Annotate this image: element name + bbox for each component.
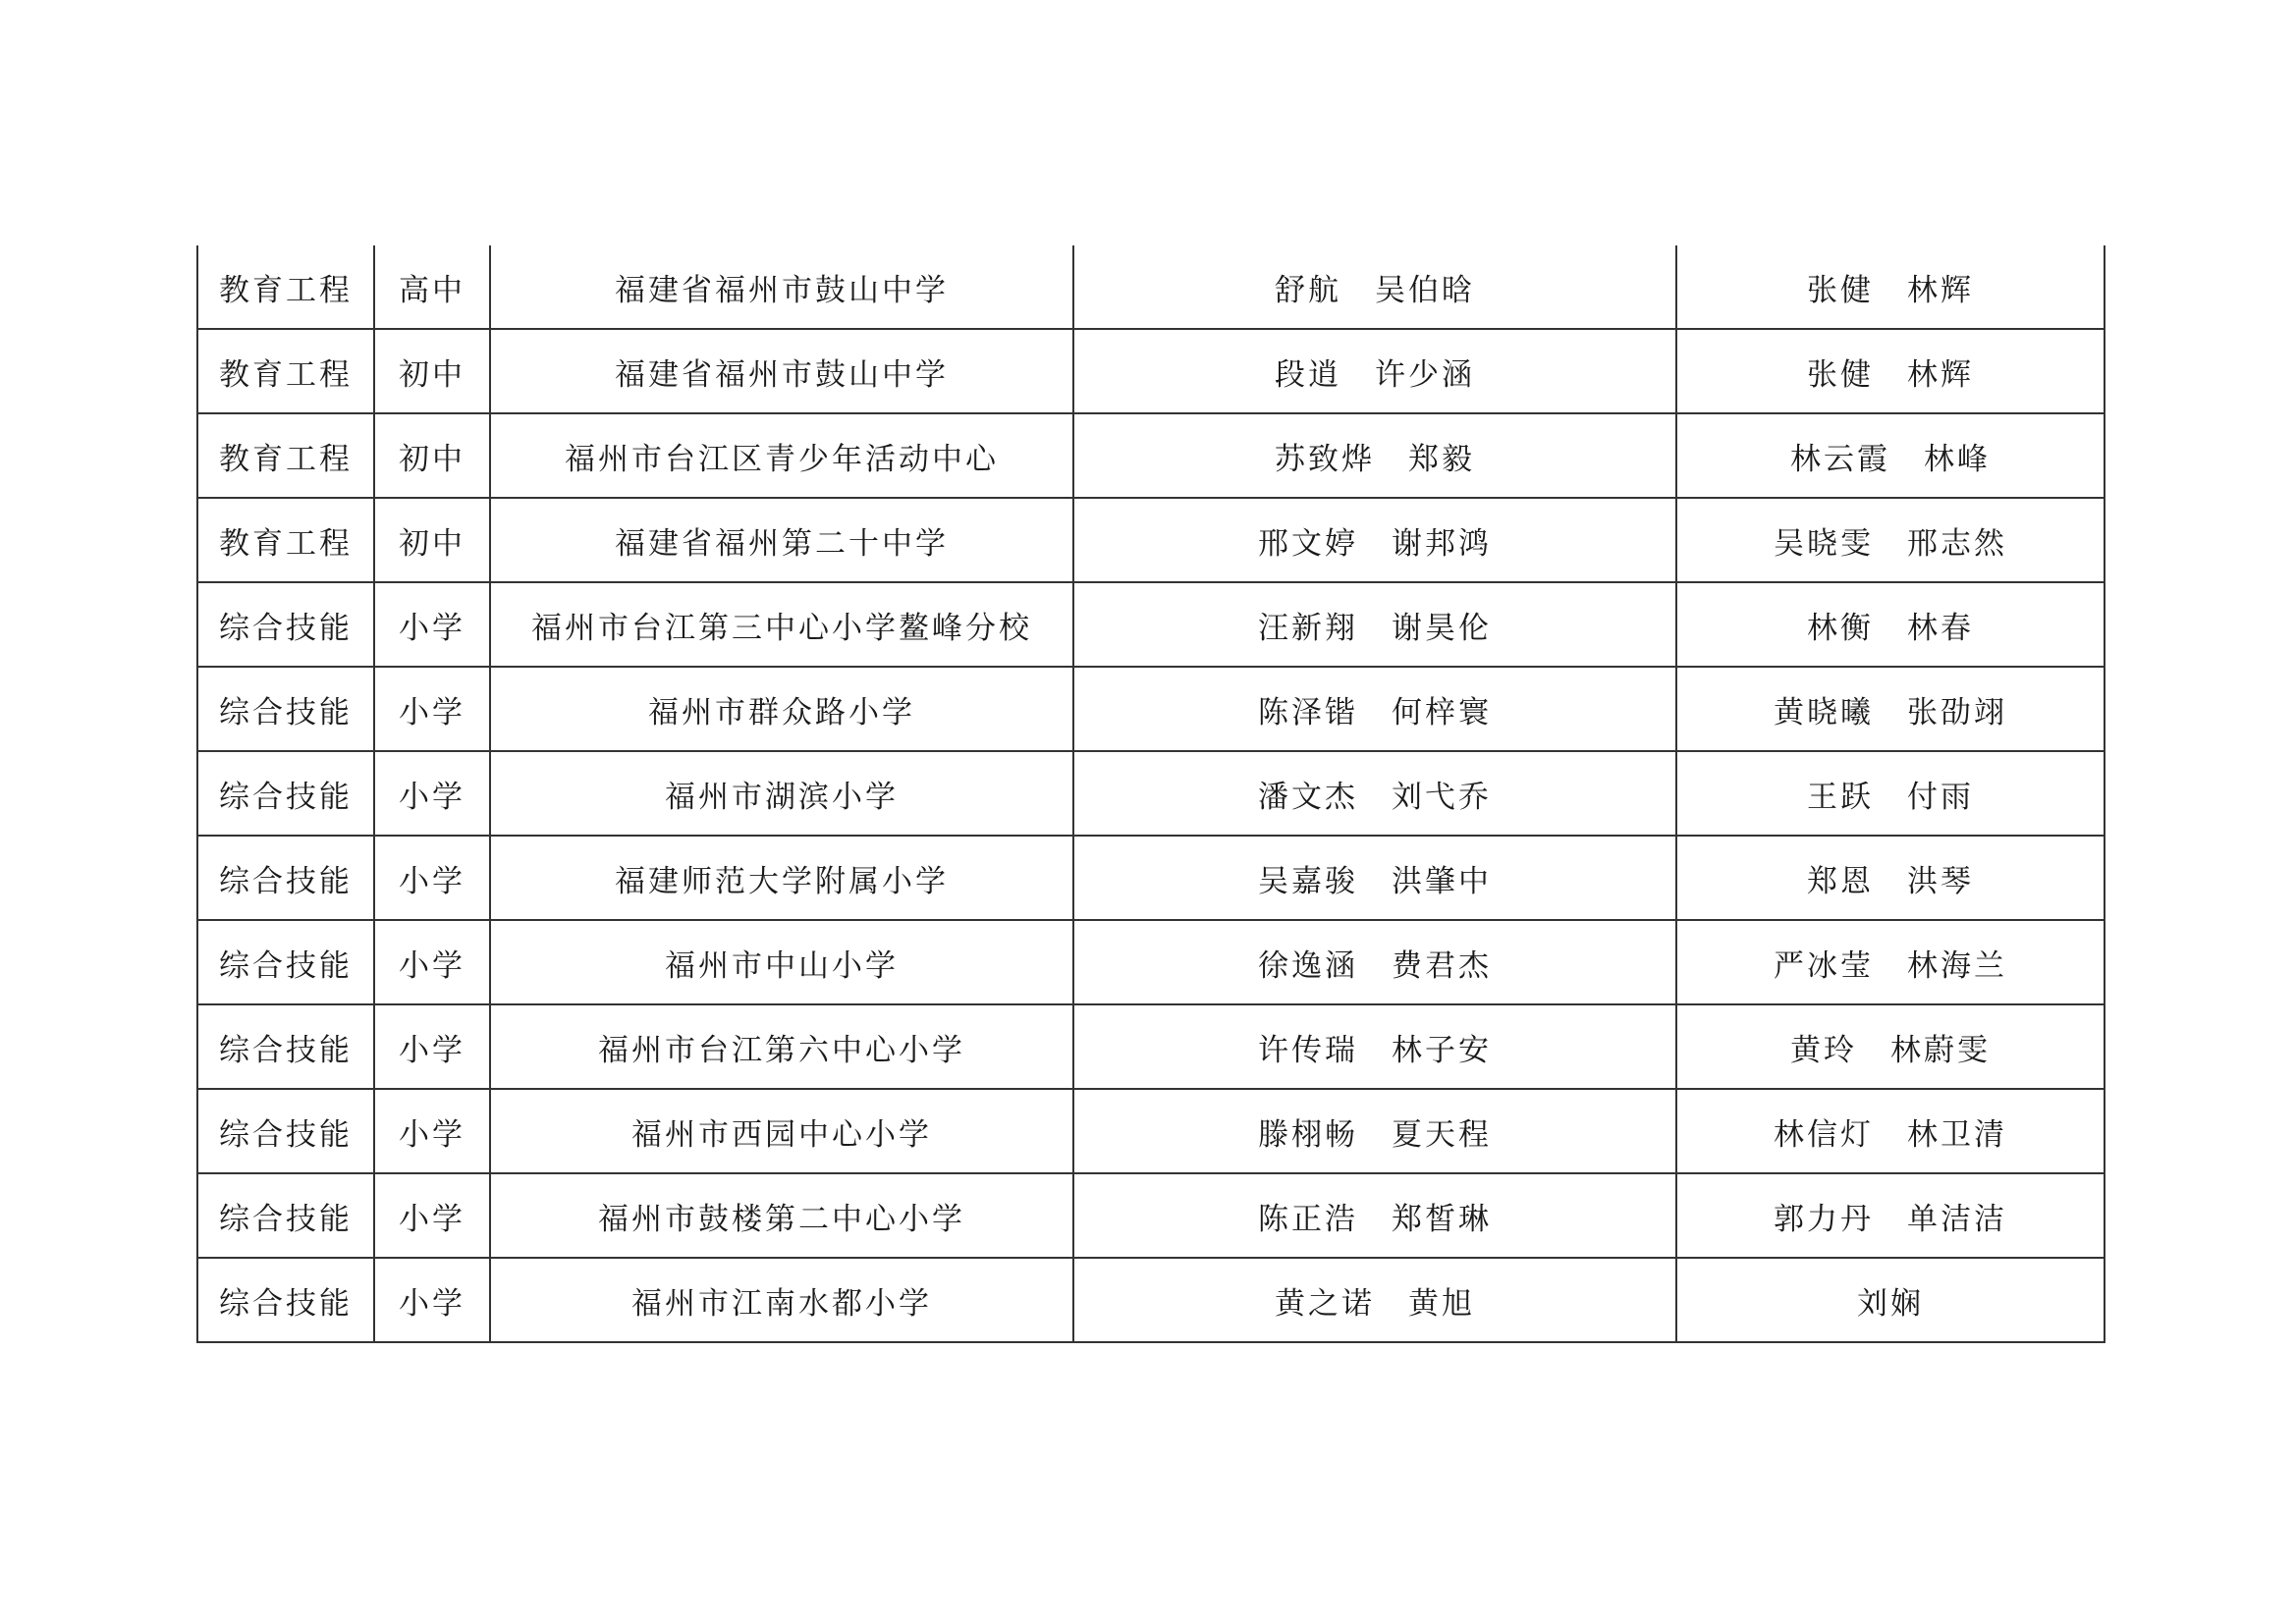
teacher-name: 林云霞 bbox=[1790, 441, 1890, 477]
student-name: 吴伯晗 bbox=[1375, 272, 1475, 308]
level-cell: 小学 bbox=[374, 667, 490, 751]
student-name: 汪新翔 bbox=[1258, 610, 1358, 646]
table-row bbox=[197, 836, 2105, 920]
teacher-name: 黄玲 bbox=[1790, 1032, 1857, 1068]
teacher-name: 张健 bbox=[1807, 356, 1874, 393]
student-name: 潘文杰 bbox=[1258, 779, 1358, 815]
teachers-cell bbox=[1676, 1089, 2105, 1173]
category-cell: 综合技能 bbox=[197, 667, 374, 751]
students-cell bbox=[1073, 245, 1676, 329]
students-cell bbox=[1073, 1089, 1676, 1173]
student-name: 吴嘉骏 bbox=[1258, 863, 1358, 899]
teacher-name: 邢志然 bbox=[1907, 525, 2007, 562]
level-cell: 小学 bbox=[374, 1173, 490, 1258]
teacher-name: 林海兰 bbox=[1907, 947, 2007, 984]
table-row bbox=[197, 582, 2105, 667]
level-cell: 高中 bbox=[374, 245, 490, 329]
school-cell: 福建省福州市鼓山中学 bbox=[490, 245, 1073, 329]
teacher-name: 林信灯 bbox=[1774, 1116, 1874, 1153]
category-cell: 教育工程 bbox=[197, 498, 374, 582]
teachers-cell bbox=[1676, 413, 2105, 498]
teachers-cell bbox=[1676, 667, 2105, 751]
category-cell: 综合技能 bbox=[197, 836, 374, 920]
teacher-name: 林春 bbox=[1907, 610, 1974, 646]
student-name: 邢文婷 bbox=[1258, 525, 1358, 562]
table-row bbox=[197, 498, 2105, 582]
teacher-name: 林峰 bbox=[1924, 441, 1991, 477]
table-row bbox=[197, 329, 2105, 413]
teacher-name: 洪琴 bbox=[1907, 863, 1974, 899]
awards-table bbox=[196, 245, 2105, 1343]
teacher-name: 王跃 bbox=[1807, 779, 1874, 815]
category-cell: 综合技能 bbox=[197, 751, 374, 836]
teacher-name: 林辉 bbox=[1907, 356, 1974, 393]
table-row bbox=[197, 920, 2105, 1004]
student-name: 徐逸涵 bbox=[1258, 947, 1358, 984]
school-cell: 福州市西园中心小学 bbox=[490, 1089, 1073, 1173]
level-cell: 小学 bbox=[374, 751, 490, 836]
table-row bbox=[197, 413, 2105, 498]
school-cell: 福州市江南水都小学 bbox=[490, 1258, 1073, 1342]
student-name: 陈泽锴 bbox=[1258, 694, 1358, 730]
category-cell: 综合技能 bbox=[197, 1258, 374, 1342]
teacher-name: 林衡 bbox=[1807, 610, 1874, 646]
student-name: 段逍 bbox=[1275, 356, 1341, 393]
student-name: 舒航 bbox=[1275, 272, 1341, 308]
student-name: 黄旭 bbox=[1408, 1285, 1475, 1322]
students-cell bbox=[1073, 498, 1676, 582]
teachers-cell bbox=[1676, 920, 2105, 1004]
students-cell bbox=[1073, 1004, 1676, 1089]
students-cell bbox=[1073, 329, 1676, 413]
school-cell: 福州市中山小学 bbox=[490, 920, 1073, 1004]
teacher-name: 林卫清 bbox=[1907, 1116, 2007, 1153]
level-cell: 小学 bbox=[374, 1089, 490, 1173]
student-name: 滕栩畅 bbox=[1258, 1116, 1358, 1153]
teachers-cell bbox=[1676, 1004, 2105, 1089]
category-cell: 综合技能 bbox=[197, 1173, 374, 1258]
level-cell: 小学 bbox=[374, 1258, 490, 1342]
table-row bbox=[197, 1258, 2105, 1342]
level-cell: 小学 bbox=[374, 920, 490, 1004]
student-name: 费君杰 bbox=[1392, 947, 1492, 984]
level-cell: 初中 bbox=[374, 413, 490, 498]
teacher-name: 郑恩 bbox=[1807, 863, 1874, 899]
teacher-name: 郭力丹 bbox=[1774, 1201, 1874, 1237]
teacher-name: 刘娴 bbox=[1857, 1285, 1924, 1322]
category-cell: 教育工程 bbox=[197, 329, 374, 413]
students-cell bbox=[1073, 413, 1676, 498]
level-cell: 小学 bbox=[374, 582, 490, 667]
teacher-name: 林辉 bbox=[1907, 272, 1974, 308]
category-cell: 综合技能 bbox=[197, 1089, 374, 1173]
table-row bbox=[197, 1173, 2105, 1258]
student-name: 苏致烨 bbox=[1275, 441, 1375, 477]
student-name: 郑毅 bbox=[1408, 441, 1475, 477]
student-name: 谢邦鸿 bbox=[1392, 525, 1492, 562]
level-cell: 初中 bbox=[374, 329, 490, 413]
student-name: 许传瑞 bbox=[1258, 1032, 1358, 1068]
teachers-cell bbox=[1676, 751, 2105, 836]
table-row bbox=[197, 1089, 2105, 1173]
category-cell: 教育工程 bbox=[197, 245, 374, 329]
teacher-name: 黄晓曦 bbox=[1774, 694, 1874, 730]
student-name: 黄之诺 bbox=[1275, 1285, 1375, 1322]
teacher-name: 林蔚雯 bbox=[1890, 1032, 1991, 1068]
student-name: 郑皙琳 bbox=[1392, 1201, 1492, 1237]
teachers-cell bbox=[1676, 245, 2105, 329]
school-cell: 福州市湖滨小学 bbox=[490, 751, 1073, 836]
teachers-cell bbox=[1676, 582, 2105, 667]
students-cell bbox=[1073, 1258, 1676, 1342]
school-cell: 福州市鼓楼第二中心小学 bbox=[490, 1173, 1073, 1258]
students-cell bbox=[1073, 751, 1676, 836]
teacher-name: 付雨 bbox=[1907, 779, 1974, 815]
teacher-name: 张健 bbox=[1807, 272, 1874, 308]
table-row bbox=[197, 1004, 2105, 1089]
teacher-name: 单洁洁 bbox=[1907, 1201, 2007, 1237]
table-row bbox=[197, 667, 2105, 751]
teacher-name: 张劭翊 bbox=[1907, 694, 2007, 730]
students-cell bbox=[1073, 582, 1676, 667]
table-body bbox=[197, 245, 2105, 1342]
teachers-cell bbox=[1676, 329, 2105, 413]
student-name: 洪肇中 bbox=[1392, 863, 1492, 899]
teachers-cell bbox=[1676, 1173, 2105, 1258]
teacher-name: 严冰莹 bbox=[1774, 947, 1874, 984]
students-cell bbox=[1073, 1173, 1676, 1258]
student-name: 林子安 bbox=[1392, 1032, 1492, 1068]
level-cell: 小学 bbox=[374, 1004, 490, 1089]
school-cell: 福建省福州第二十中学 bbox=[490, 498, 1073, 582]
teachers-cell bbox=[1676, 498, 2105, 582]
school-cell: 福建省福州市鼓山中学 bbox=[490, 329, 1073, 413]
student-name: 许少涵 bbox=[1375, 356, 1475, 393]
category-cell: 综合技能 bbox=[197, 920, 374, 1004]
school-cell: 福州市群众路小学 bbox=[490, 667, 1073, 751]
student-name: 何梓寰 bbox=[1392, 694, 1492, 730]
teachers-cell bbox=[1676, 836, 2105, 920]
teachers-cell bbox=[1676, 1258, 2105, 1342]
students-cell bbox=[1073, 667, 1676, 751]
category-cell: 综合技能 bbox=[197, 582, 374, 667]
student-name: 谢昊伦 bbox=[1392, 610, 1492, 646]
level-cell: 初中 bbox=[374, 498, 490, 582]
category-cell: 教育工程 bbox=[197, 413, 374, 498]
student-name: 陈正浩 bbox=[1258, 1201, 1358, 1237]
level-cell: 小学 bbox=[374, 836, 490, 920]
students-cell bbox=[1073, 920, 1676, 1004]
student-name: 夏天程 bbox=[1392, 1116, 1492, 1153]
teacher-name: 吴晓雯 bbox=[1774, 525, 1874, 562]
table-row bbox=[197, 751, 2105, 836]
school-cell: 福州市台江第六中心小学 bbox=[490, 1004, 1073, 1089]
table-row bbox=[197, 245, 2105, 329]
students-cell bbox=[1073, 836, 1676, 920]
student-name: 刘弋乔 bbox=[1392, 779, 1492, 815]
school-cell: 福州市台江第三中心小学鳌峰分校 bbox=[490, 582, 1073, 667]
category-cell: 综合技能 bbox=[197, 1004, 374, 1089]
school-cell: 福州市台江区青少年活动中心 bbox=[490, 413, 1073, 498]
school-cell: 福建师范大学附属小学 bbox=[490, 836, 1073, 920]
